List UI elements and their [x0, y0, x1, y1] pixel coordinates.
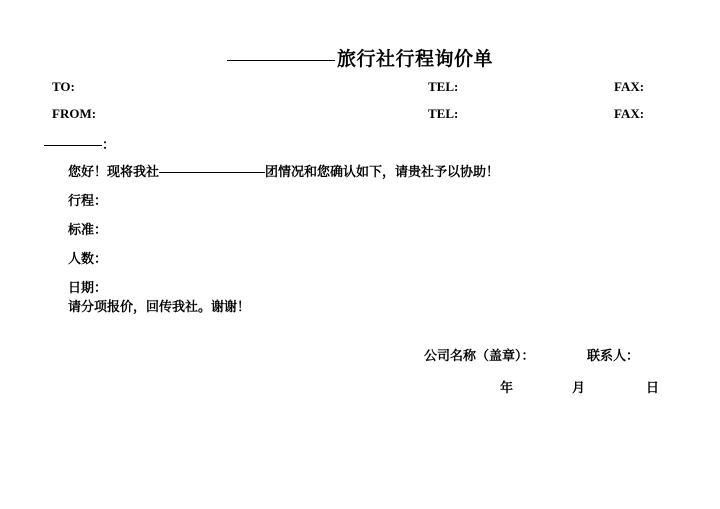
body-line-standard: 标准：	[68, 223, 108, 238]
body-line-itinerary: 行程：	[68, 194, 108, 209]
to-label: TO:	[52, 79, 75, 94]
greeting-text-before: 您好！现将我社	[68, 165, 160, 180]
tel-label-from-row: TEL:	[428, 106, 459, 121]
salutation-line	[44, 134, 115, 153]
day-label: 日	[646, 381, 660, 396]
document-title-row	[0, 44, 720, 71]
month-label: 月	[572, 381, 586, 396]
fax-label-from-row: FAX:	[614, 106, 645, 121]
salutation-colon: ：	[102, 138, 116, 153]
page-title: 旅行社行程询价单	[336, 48, 493, 70]
group-name-blank-underline	[159, 171, 265, 173]
company-name-label: 公司名称（盖章）：	[424, 349, 535, 364]
from-label: FROM:	[52, 106, 97, 121]
year-label: 年	[500, 381, 514, 396]
title-blank-underline	[227, 59, 335, 61]
body-line-closing: 请分项报价，回传我社。谢谢！	[68, 300, 251, 315]
tel-label-to-row: TEL:	[428, 79, 459, 94]
fax-label-to-row: FAX:	[614, 79, 645, 94]
salutation-blank-underline	[44, 144, 102, 146]
greeting-text-after: 团情况和您确认如下，请贵社予以协助！	[265, 165, 500, 180]
contact-person-label: 联系人：	[587, 349, 640, 364]
body-line-headcount: 人数：	[68, 252, 108, 267]
body-line-date: 日期：	[68, 281, 108, 296]
body-line-greeting	[68, 161, 499, 180]
